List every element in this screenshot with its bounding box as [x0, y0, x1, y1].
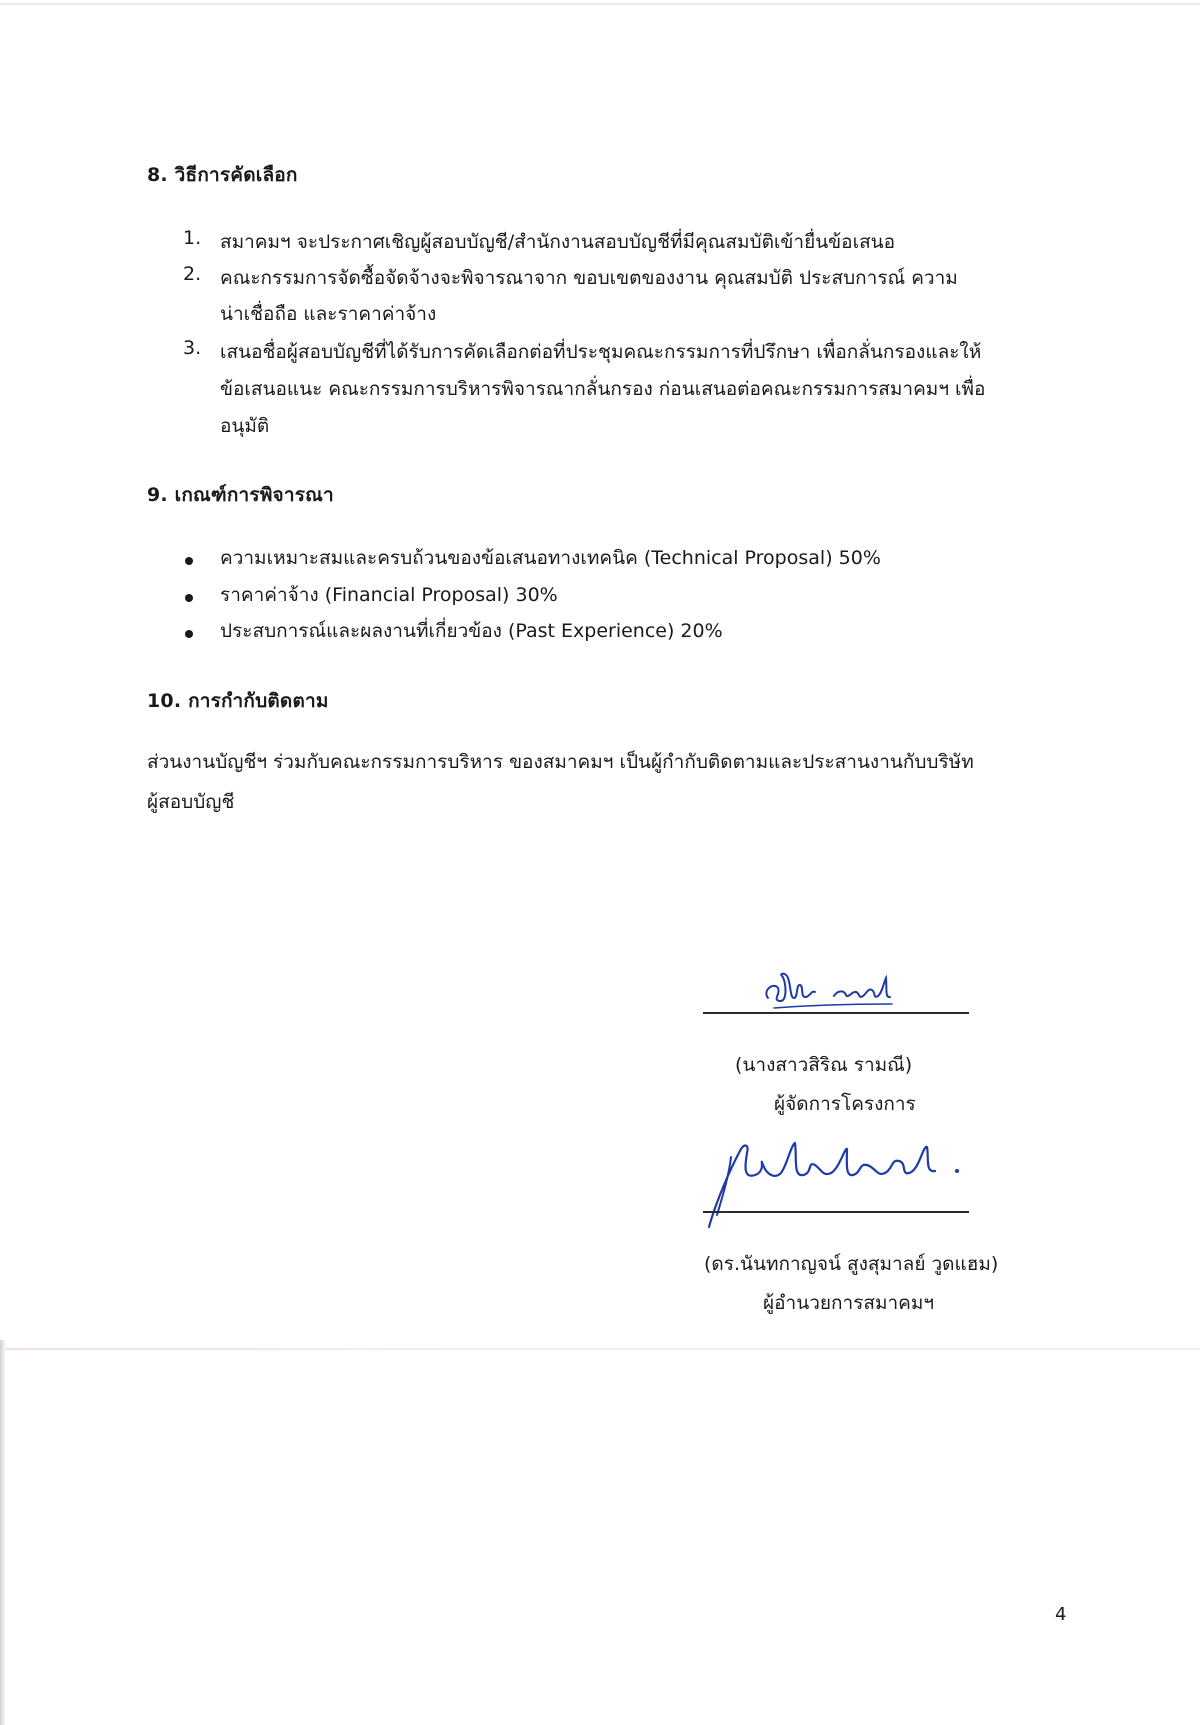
list-item-text: ประสบการณ์และผลงานที่เกี่ยวข้อง (Past Experience) 20%	[220, 620, 723, 642]
section-9-heading: 9. เกณฑ์การพิจารณา	[147, 484, 334, 506]
list-item-text: สมาคมฯ จะประกาศเชิญผู้สอบบัญชี/สำนักงานสอบบัญชีที่มีคุณสมบัติเข้ายื่นข้อเสนอ	[220, 231, 896, 253]
bullet-icon	[185, 630, 193, 638]
paragraph-line: ผู้สอบบัญชี	[147, 791, 235, 813]
section-10-heading: 10. การกำกับติดตาม	[147, 690, 329, 712]
signer-1-name: (นางสาวสิริณ รามณี)	[735, 1054, 913, 1076]
signature-2-line	[703, 1211, 969, 1213]
list-item-text: เสนอชื่อผู้สอบบัญชีที่ได้รับการคัดเลือกต่อที่ประชุมคณะกรรมการที่ปรึกษา เพื่อกลั่นกรองและให้	[220, 341, 982, 363]
top-scan-border	[0, 3, 1200, 5]
section-8-heading: 8. วิธีการคัดเลือก	[147, 164, 298, 186]
list-item-text: คณะกรรมการจัดซื้อจัดจ้างจะพิจารณาจาก ขอบเขตของงาน คุณสมบัติ ประสบการณ์ ความ	[220, 267, 958, 289]
scan-artifact-line	[0, 1348, 1200, 1350]
page-number: 4	[1055, 1604, 1067, 1625]
paragraph-line: ส่วนงานบัญชีฯ ร่วมกับคณะกรรมการบริหาร ของสมาคมฯ เป็นผู้กำกับติดตามและประสานงานกับบริษัท	[147, 751, 974, 773]
signer-2-title: ผู้อำนวยการสมาคมฯ	[763, 1292, 935, 1314]
signer-2-name: (ดร.นันทกาญจน์ สูงสุมาลย์ วูดแฮม)	[704, 1253, 999, 1275]
list-item-number: 2.	[183, 263, 202, 285]
signature-1-image	[760, 968, 940, 1014]
signer-1-title: ผู้จัดการโครงการ	[774, 1093, 916, 1115]
list-item-text-continued: น่าเชื่อถือ และราคาค่าจ้าง	[220, 303, 437, 325]
bullet-icon	[185, 594, 193, 602]
scan-edge-shadow	[0, 1340, 6, 1725]
signature-2-image	[695, 1135, 985, 1231]
list-item-number: 1.	[183, 227, 202, 249]
list-item-text: ความเหมาะสมและครบถ้วนของข้อเสนอทางเทคนิค (Technical Proposal) 50%	[220, 547, 881, 569]
signature-1-line	[703, 1012, 969, 1014]
list-item-text-continued: ข้อเสนอแนะ คณะกรรมการบริหารพิจารณากลั่นกรอง ก่อนเสนอต่อคณะกรรมการสมาคมฯ เพื่อ	[220, 378, 986, 400]
list-item-number: 3.	[183, 337, 202, 359]
list-item-text: ราคาค่าจ้าง (Financial Proposal) 30%	[220, 584, 558, 606]
list-item-text-continued: อนุมัติ	[220, 415, 270, 437]
bullet-icon	[185, 557, 193, 565]
